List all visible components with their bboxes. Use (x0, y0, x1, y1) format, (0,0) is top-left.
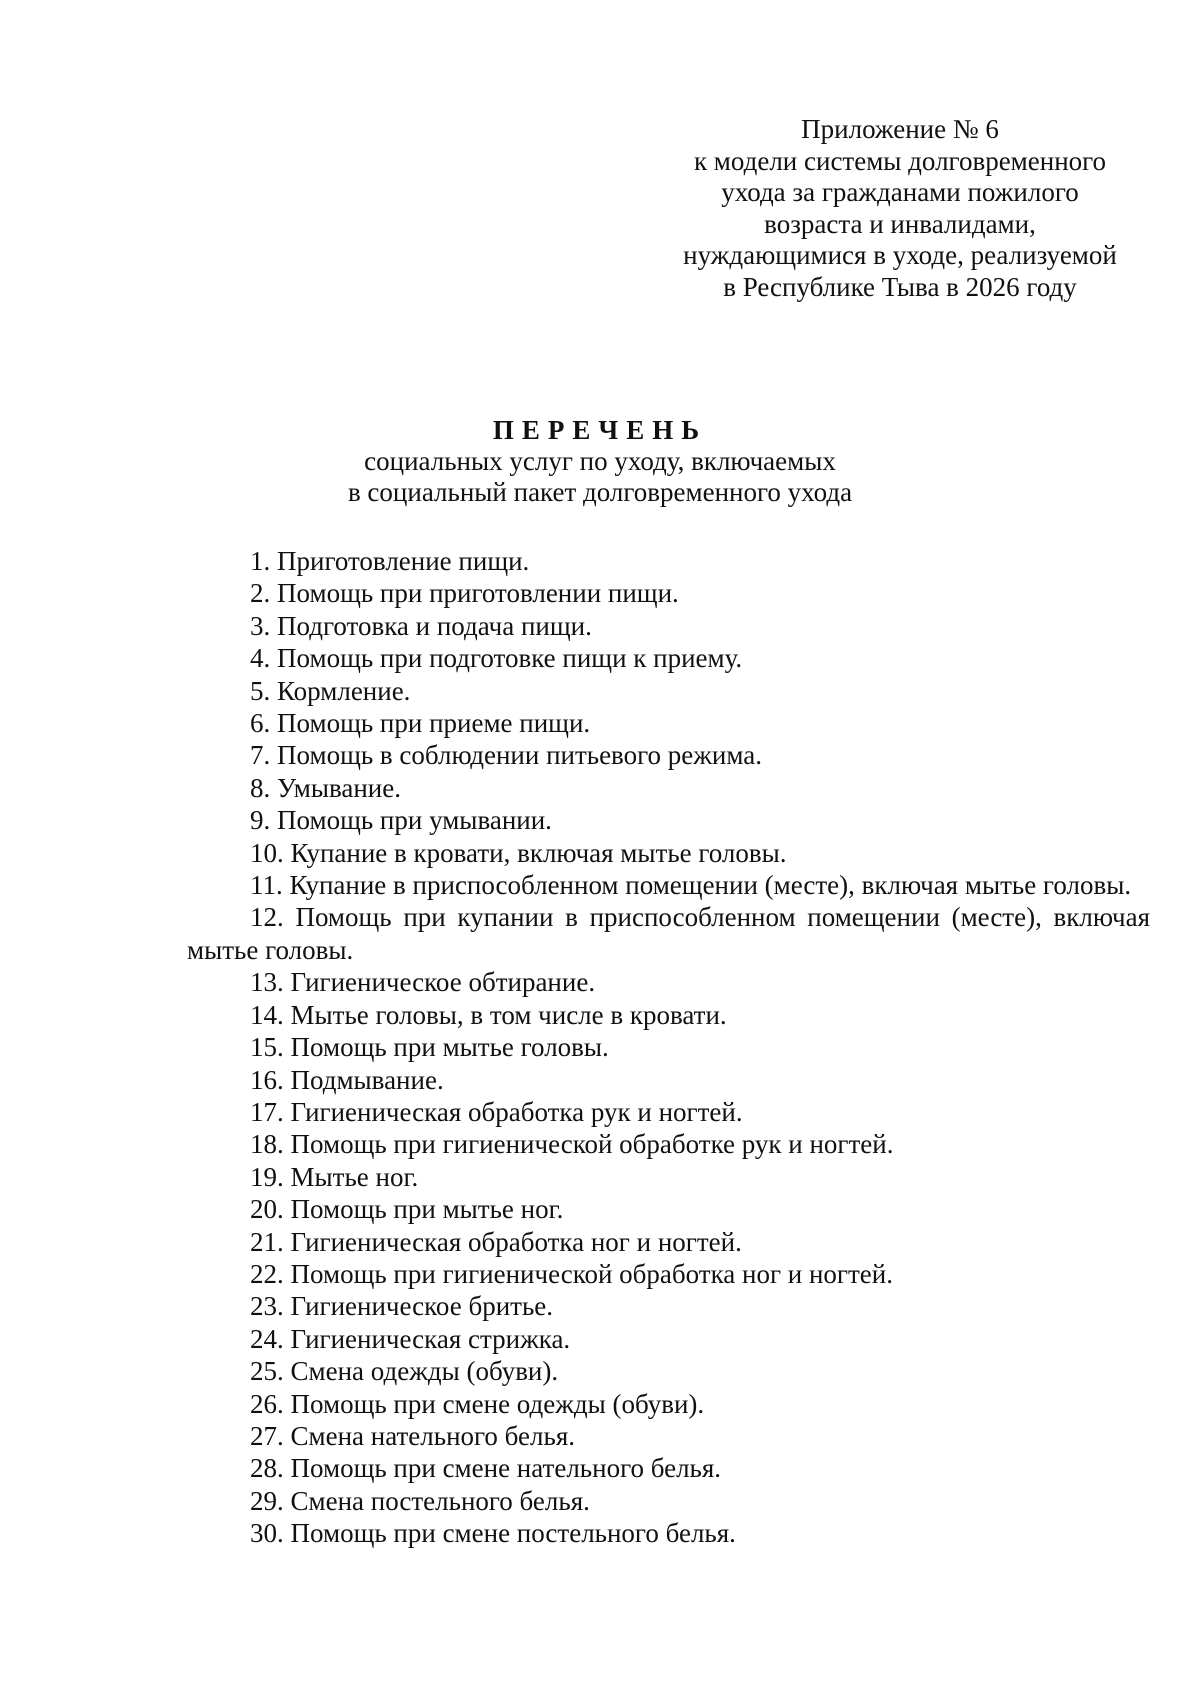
list-item: 1. Приготовление пищи. (250, 546, 530, 576)
list-item: 27. Смена нательного белья. (250, 1420, 575, 1451)
appendix-line: к модели системы долговременного (693, 145, 1107, 176)
appendix-line: возраста и инвалидами, (764, 208, 1036, 239)
list-item: 24. Гигиеническая стрижка. (250, 1323, 571, 1354)
document-subtitle (0, 446, 1200, 508)
document-title: ПЕРЕЧЕНЬ (492, 415, 708, 445)
list-item: 18. Помощь при гигиенической обработке рук и ногтей. (250, 1129, 894, 1160)
list-item: 5. Кормление. (250, 675, 411, 706)
list-item: 11. Купание в приспособленном помещении (месте), включая мытье головы. (250, 870, 1132, 901)
list-item: 9. Помощь при умывании. (250, 805, 552, 836)
list-item: 30. Помощь при смене постельного белья. (250, 1518, 736, 1549)
appendix-line: в Республике Тыва в 2026 году (723, 271, 1077, 302)
appendix-line: Приложение № 6 (801, 114, 999, 144)
list-item: 13. Гигиеническое обтирание. (250, 967, 596, 998)
list-item: 7. Помощь в соблюдении питьевого режима. (250, 740, 762, 771)
subtitle-line: социальных услуг по уходу, включаемых (364, 446, 836, 476)
list-item: 28. Помощь при смене нательного белья. (250, 1453, 722, 1484)
list-item: 4. Помощь при подготовке пищи к приему. (250, 643, 743, 674)
list-item: 10. Купание в кровати, включая мытье головы. (250, 837, 787, 868)
list-item: 19. Мытье ног. (250, 1161, 419, 1192)
list-item: 20. Помощь при мытье ног. (250, 1194, 564, 1225)
appendix-header (650, 114, 1150, 303)
list-item: 21. Гигиеническая обработка ног и ногтей. (250, 1226, 742, 1257)
list-item: 2. Помощь при приготовлении пищи. (250, 578, 679, 609)
appendix-line: ухода за гражданами пожилого (721, 177, 1079, 207)
list-item: 23. Гигиеническое бритье. (250, 1291, 553, 1322)
list-item: 14. Мытье головы, в том числе в кровати. (250, 999, 727, 1030)
list-item: 17. Гигиеническая обработка рук и ногтей. (250, 1096, 743, 1127)
list-item: 6. Помощь при приеме пищи. (250, 708, 591, 739)
list-item: 8. Умывание. (250, 772, 401, 803)
list-item: 29. Смена постельного белья. (250, 1485, 590, 1516)
services-list (187, 545, 1150, 1550)
list-item: 3. Подготовка и подача пищи. (250, 610, 592, 641)
list-item: 12. Помощь при купании в приспособленном помещении (месте), включая мытье головы. (187, 902, 1150, 965)
list-item: 22. Помощь при гигиенической обработка ног и ногтей. (250, 1258, 893, 1289)
appendix-line: нуждающимися в уходе, реализуемой (683, 240, 1117, 270)
list-item: 26. Помощь при смене одежды (обуви). (250, 1388, 705, 1419)
list-item: 15. Помощь при мытье головы. (250, 1032, 609, 1063)
list-item: 25. Смена одежды (обуви). (250, 1356, 559, 1387)
subtitle-line: в социальный пакет долговременного ухода (347, 477, 853, 507)
list-item: 16. Подмывание. (250, 1064, 444, 1095)
